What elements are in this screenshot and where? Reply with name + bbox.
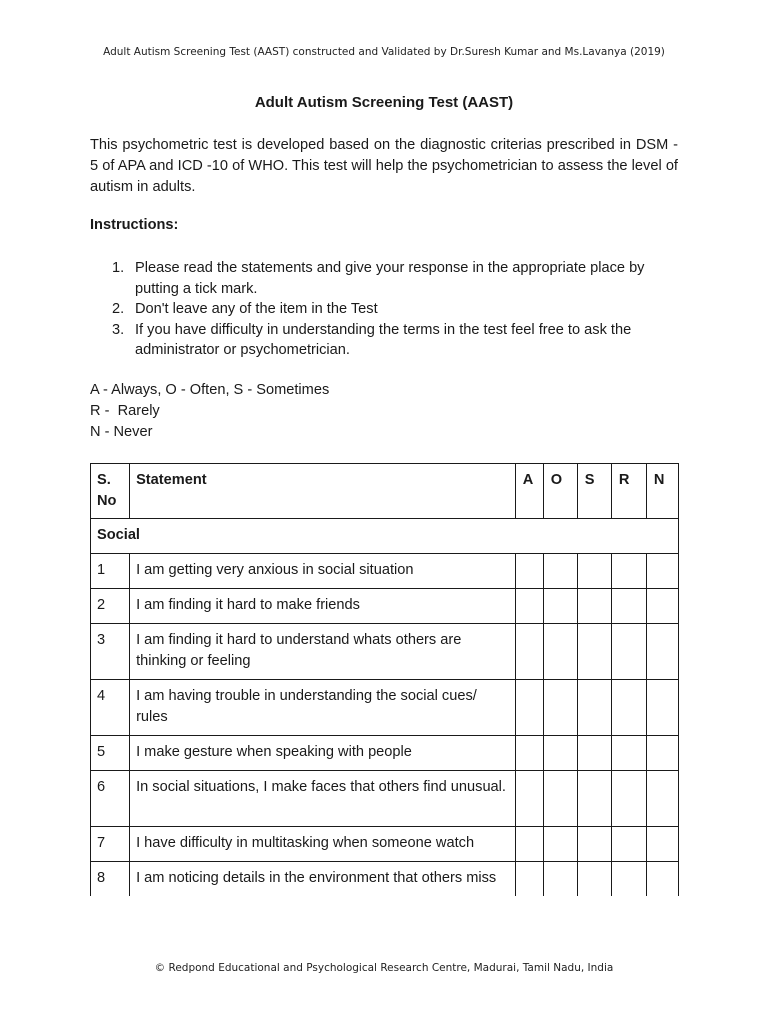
section-title: Social — [91, 519, 679, 554]
instruction-item — [90, 258, 680, 299]
row-statement: I make gesture when speaking with people — [130, 736, 516, 771]
intro-paragraph: This psychometric test is developed based on the diagnostic criterias prescribed in DSM - 5 of APA and ICD -10 of WHO. This test will help the psychometrician to assess the level of autism in adults. — [90, 137, 678, 195]
header-never: N — [646, 464, 678, 519]
response-cell-never[interactable] — [646, 680, 678, 736]
instruction-text: If you have difficulty in understanding the terms in the test feel free to ask the administrator or psychometrician. — [135, 321, 632, 358]
instruction-number: 3. — [112, 321, 125, 338]
row-number: 3 — [91, 624, 130, 680]
response-cell-sometimes[interactable] — [577, 624, 611, 680]
response-cell-rarely[interactable] — [611, 589, 646, 624]
row-number: 7 — [91, 827, 130, 862]
table-header-row — [91, 464, 679, 519]
instruction-text: Please read the statements and give your response in the appropriate place by putting a tick mark. — [135, 260, 645, 297]
header-often: O — [543, 464, 577, 519]
response-cell-always[interactable] — [515, 736, 543, 771]
response-cell-always[interactable] — [515, 771, 543, 827]
response-cell-always[interactable] — [515, 589, 543, 624]
response-cell-always[interactable] — [515, 680, 543, 736]
response-cell-never[interactable] — [646, 771, 678, 827]
instruction-number: 1. — [112, 260, 125, 276]
table-row — [91, 862, 679, 897]
row-number: 5 — [91, 736, 130, 771]
section-row — [91, 519, 679, 554]
response-cell-sometimes[interactable] — [577, 554, 611, 589]
response-cell-never[interactable] — [646, 862, 678, 897]
instruction-text: Don't leave any of the item in the Test — [135, 301, 378, 317]
page-title: Adult Autism Screening Test (AAST) — [254, 94, 514, 111]
instruction-item — [90, 299, 680, 320]
row-number: 6 — [91, 771, 130, 827]
response-cell-often[interactable] — [543, 589, 577, 624]
page-footer: © Redpond Educational and Psychological Research Centre, Madurai, Tamil Nadu, India — [154, 962, 614, 974]
response-cell-often[interactable] — [543, 862, 577, 897]
response-cell-sometimes[interactable] — [577, 589, 611, 624]
row-statement: I am noticing details in the environment that others miss — [130, 862, 516, 897]
response-cell-rarely[interactable] — [611, 624, 646, 680]
response-cell-never[interactable] — [646, 736, 678, 771]
response-cell-always[interactable] — [515, 862, 543, 897]
row-number: 1 — [91, 554, 130, 589]
response-cell-never[interactable] — [646, 554, 678, 589]
response-cell-rarely[interactable] — [611, 736, 646, 771]
response-cell-often[interactable] — [543, 680, 577, 736]
instructions-list — [90, 258, 680, 361]
response-cell-often[interactable] — [543, 827, 577, 862]
table-row — [91, 680, 679, 736]
response-cell-rarely[interactable] — [611, 554, 646, 589]
response-cell-often[interactable] — [543, 554, 577, 589]
table-row — [91, 624, 679, 680]
response-cell-never[interactable] — [646, 624, 678, 680]
row-statement: I am having trouble in understanding the social cues/ rules — [130, 680, 516, 736]
table-row — [91, 827, 679, 862]
row-number: 2 — [91, 589, 130, 624]
response-cell-sometimes[interactable] — [577, 827, 611, 862]
response-cell-often[interactable] — [543, 771, 577, 827]
response-legend — [90, 380, 329, 442]
table-row — [91, 736, 679, 771]
header-statement: Statement — [130, 464, 516, 519]
legend-line: N - Never — [90, 423, 153, 440]
row-statement: I am finding it hard to make friends — [130, 589, 516, 624]
instruction-number: 2. — [112, 301, 125, 317]
response-cell-often[interactable] — [543, 624, 577, 680]
row-number: 4 — [91, 680, 130, 736]
row-statement: In social situations, I make faces that others find unusual. — [130, 771, 516, 827]
legend-line: R - Rarely — [90, 402, 160, 419]
response-cell-rarely[interactable] — [611, 771, 646, 827]
response-cell-always[interactable] — [515, 827, 543, 862]
response-cell-often[interactable] — [543, 736, 577, 771]
response-cell-never[interactable] — [646, 589, 678, 624]
running-header: Adult Autism Screening Test (AAST) constructed and Validated by Dr.Suresh Kumar and Ms.Lavanya (2019) — [103, 46, 665, 58]
response-cell-rarely[interactable] — [611, 862, 646, 897]
header-sometimes: S — [577, 464, 611, 519]
response-cell-rarely[interactable] — [611, 680, 646, 736]
response-cell-sometimes[interactable] — [577, 771, 611, 827]
screening-table — [90, 463, 679, 896]
row-number: 8 — [91, 862, 130, 897]
table-row — [91, 771, 679, 827]
header-rarely: R — [611, 464, 646, 519]
header-always: A — [515, 464, 543, 519]
response-cell-sometimes[interactable] — [577, 736, 611, 771]
table-row — [91, 589, 679, 624]
legend-line: A - Always, O - Often, S - Sometimes — [90, 382, 330, 398]
instruction-item — [90, 320, 680, 361]
response-cell-always[interactable] — [515, 624, 543, 680]
header-sno: S. No — [91, 464, 130, 519]
response-cell-always[interactable] — [515, 554, 543, 589]
response-cell-never[interactable] — [646, 827, 678, 862]
table-row — [91, 554, 679, 589]
response-cell-sometimes[interactable] — [577, 680, 611, 736]
instructions-heading: Instructions: — [90, 217, 179, 233]
response-cell-sometimes[interactable] — [577, 862, 611, 897]
row-statement: I have difficulty in multitasking when someone watch — [130, 827, 516, 862]
row-statement: I am getting very anxious in social situation — [130, 554, 516, 589]
row-statement: I am finding it hard to understand whats others are thinking or feeling — [130, 624, 516, 680]
response-cell-rarely[interactable] — [611, 827, 646, 862]
